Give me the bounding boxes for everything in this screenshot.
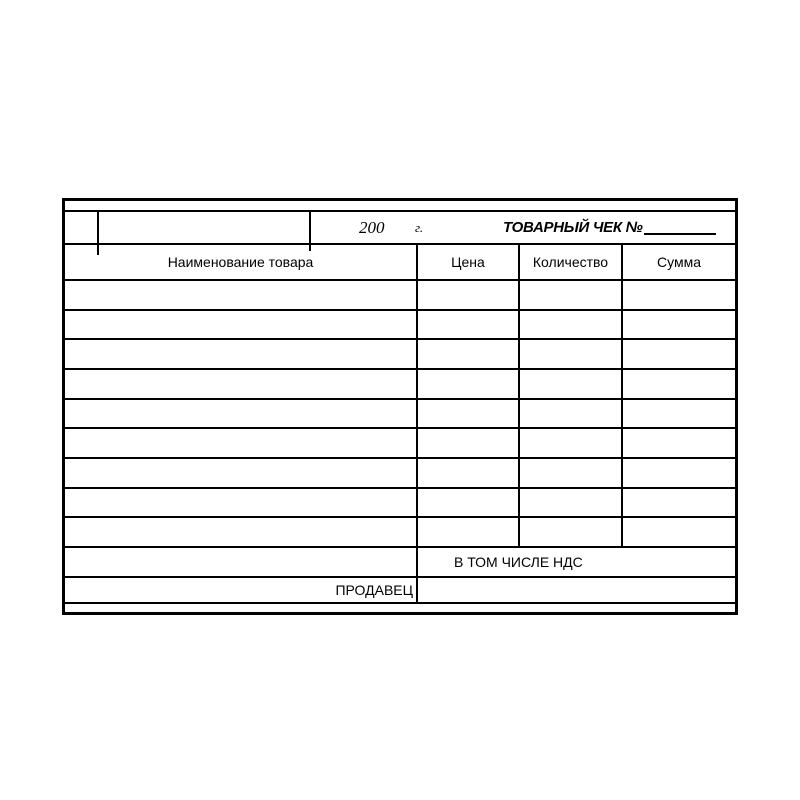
item-cell bbox=[418, 518, 520, 548]
column-header-total: Сумма bbox=[657, 254, 701, 270]
item-cell bbox=[520, 489, 623, 519]
item-cell bbox=[418, 459, 520, 489]
item-cell bbox=[623, 459, 735, 489]
vat-row bbox=[65, 548, 735, 578]
item-cell bbox=[520, 400, 623, 430]
vat-row-blank-cell bbox=[65, 548, 418, 576]
seller-label: ПРОДАВЕЦ bbox=[65, 578, 418, 602]
item-cell bbox=[623, 489, 735, 519]
receipt-form-content bbox=[65, 201, 735, 612]
item-cell bbox=[65, 429, 418, 459]
document-title bbox=[503, 212, 716, 243]
item-cell bbox=[520, 311, 623, 341]
item-cell bbox=[418, 281, 520, 311]
item-cell bbox=[418, 489, 520, 519]
table-header-row bbox=[65, 245, 735, 281]
item-cell bbox=[65, 400, 418, 430]
receipt-form bbox=[62, 198, 738, 615]
item-cell bbox=[65, 370, 418, 400]
item-cell bbox=[65, 459, 418, 489]
items-grid bbox=[65, 281, 735, 548]
item-cell bbox=[623, 340, 735, 370]
seller-row bbox=[65, 578, 735, 604]
item-cell bbox=[418, 429, 520, 459]
column-header-quantity: Количество bbox=[520, 245, 623, 279]
item-cell bbox=[65, 281, 418, 311]
item-cell bbox=[623, 311, 735, 341]
seller-signature-blank bbox=[418, 578, 735, 602]
column-header-product-name: Наименование товара bbox=[65, 245, 418, 279]
item-cell bbox=[418, 370, 520, 400]
receipt-number-blank bbox=[644, 220, 716, 235]
item-cell bbox=[623, 370, 735, 400]
item-cell bbox=[418, 311, 520, 341]
title-row bbox=[65, 210, 735, 245]
item-cell bbox=[623, 518, 735, 548]
item-cell bbox=[520, 518, 623, 548]
item-cell bbox=[418, 340, 520, 370]
year-prefix: 200 bbox=[359, 217, 385, 237]
item-cell bbox=[65, 311, 418, 341]
item-cell bbox=[418, 400, 520, 430]
item-cell bbox=[65, 518, 418, 548]
item-cell bbox=[65, 340, 418, 370]
item-cell bbox=[623, 429, 735, 459]
year-suffix: г. bbox=[415, 219, 424, 235]
item-cell bbox=[65, 489, 418, 519]
item-cell bbox=[520, 370, 623, 400]
item-cell bbox=[520, 281, 623, 311]
item-cell bbox=[520, 429, 623, 459]
document-title-text: ТОВАРНЫЙ ЧЕК № bbox=[503, 219, 643, 236]
vat-label: В ТОМ ЧИСЛЕ НДС bbox=[454, 554, 583, 570]
item-cell bbox=[623, 400, 735, 430]
item-cell bbox=[623, 281, 735, 311]
item-cell bbox=[520, 459, 623, 489]
item-cell bbox=[520, 340, 623, 370]
column-header-price: Цена bbox=[418, 245, 520, 279]
